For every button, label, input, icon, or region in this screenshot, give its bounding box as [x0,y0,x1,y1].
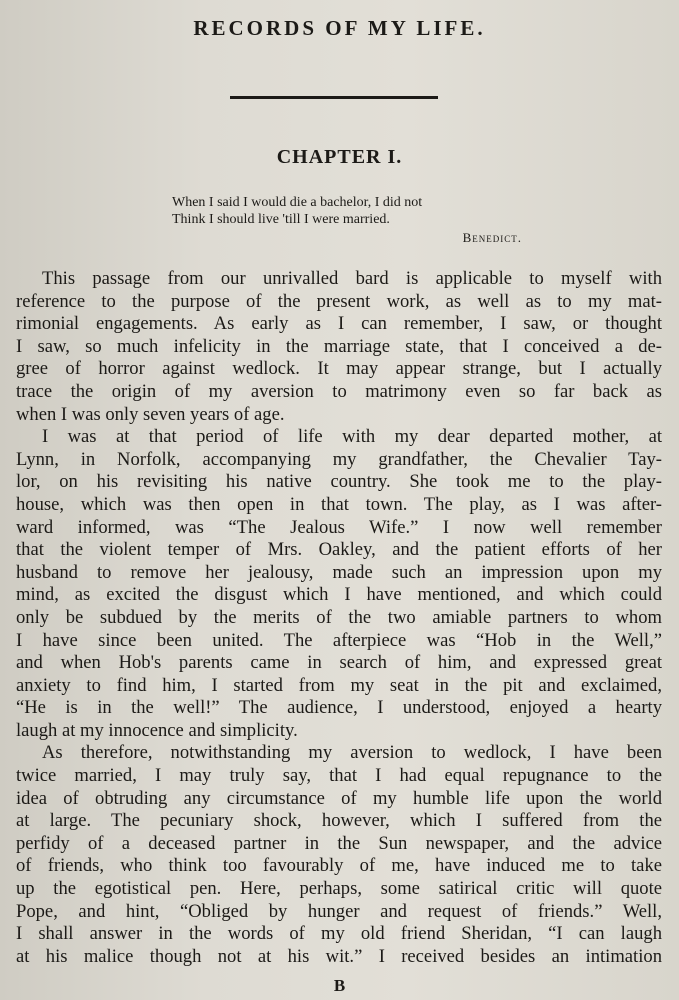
text-line: reference to the purpose of the present work, as well as to my mat- [16,290,662,312]
body-text [16,268,662,968]
signature-mark: B [333,976,346,995]
epigraph [172,194,522,246]
text-line: Pope, and hint, “Obliged by hunger and request of friends.” Well, [16,900,662,922]
text-line: “He is in the well!” The audience, I understood, enjoyed a hearty [16,697,662,719]
text-line: twice married, I may truly say, that I had equal repugnance to the [16,765,662,787]
text-line: As therefore, notwithstanding my aversion to wedlock, I have been [42,742,662,764]
epigraph-attribution: Benedict. [462,230,522,245]
text-line: house, which was then open in that town. The play, as I was after- [16,493,662,515]
text-line: I have since been united. The afterpiece was “Hob in the Well,” [16,629,662,651]
text-line: This passage from our unrivalled bard is applicable to myself with [42,268,662,289]
text-line: only be subdued by the merits of the two amiable partners to whom [16,606,662,628]
text-line: rimonial engagements. As early as I can remember, I saw, or thought [16,313,662,335]
text-line: that the violent temper of Mrs. Oakley, and the patient efforts of her [16,539,662,561]
epigraph-line: When I said I would die a bachelor, I did not [172,195,423,210]
chapter-title: CHAPTER I. [276,146,403,168]
text-line: ward informed, was “The Jealous Wife.” I now well remember [16,516,662,538]
text-line: up the egotistical pen. Here, perhaps, some satirical critic will quote [16,878,662,900]
title-rule [230,96,438,99]
text-line: at his malice though not at his wit.” I received besides an intimation [16,945,662,967]
text-line: laugh at my innocence and simplicity. [16,719,298,741]
text-line: I was at that period of life with my dear departed mother, at [42,426,662,448]
text-line: idea of obtruding any circumstance of my humble life upon the world [16,787,662,809]
text-line: perfidy of a deceased partner in the Sun newspaper, and the advice [16,832,662,854]
text-line: trace the origin of my aversion to matrimony even so far back as [16,380,662,402]
text-line: and when Hob's parents came in search of him, and expressed great [16,652,662,674]
epigraph-line: Think I should live 'till I were married. [172,212,390,227]
text-line: when I was only seven years of age. [16,403,285,425]
running-head: RECORDS OF MY LIFE. [193,16,486,40]
text-line: I saw, so much infelicity in the marriage state, that I conceived a de- [16,335,662,357]
text-line: Lynn, in Norfolk, accompanying my grandfather, the Chevalier Tay- [16,448,662,470]
text-line: anxiety to find him, I started from my seat in the pit and exclaimed, [16,674,662,696]
text-line: gree of horror against wedlock. It may appear strange, but I actually [16,358,662,380]
text-line: mind, as excited the disgust which I have mentioned, and which could [16,584,662,606]
text-line: at large. The pecuniary shock, however, which I suffered from the [16,810,662,832]
text-line: husband to remove her jealousy, made such an impression upon my [16,561,662,583]
text-line: I shall answer in the words of my old friend Sheridan, “I can laugh [16,923,662,945]
text-line: lor, on his revisiting his native country. She took me to the play- [16,471,662,493]
text-line: of friends, who think too favourably of me, have induced me to take [16,855,662,877]
